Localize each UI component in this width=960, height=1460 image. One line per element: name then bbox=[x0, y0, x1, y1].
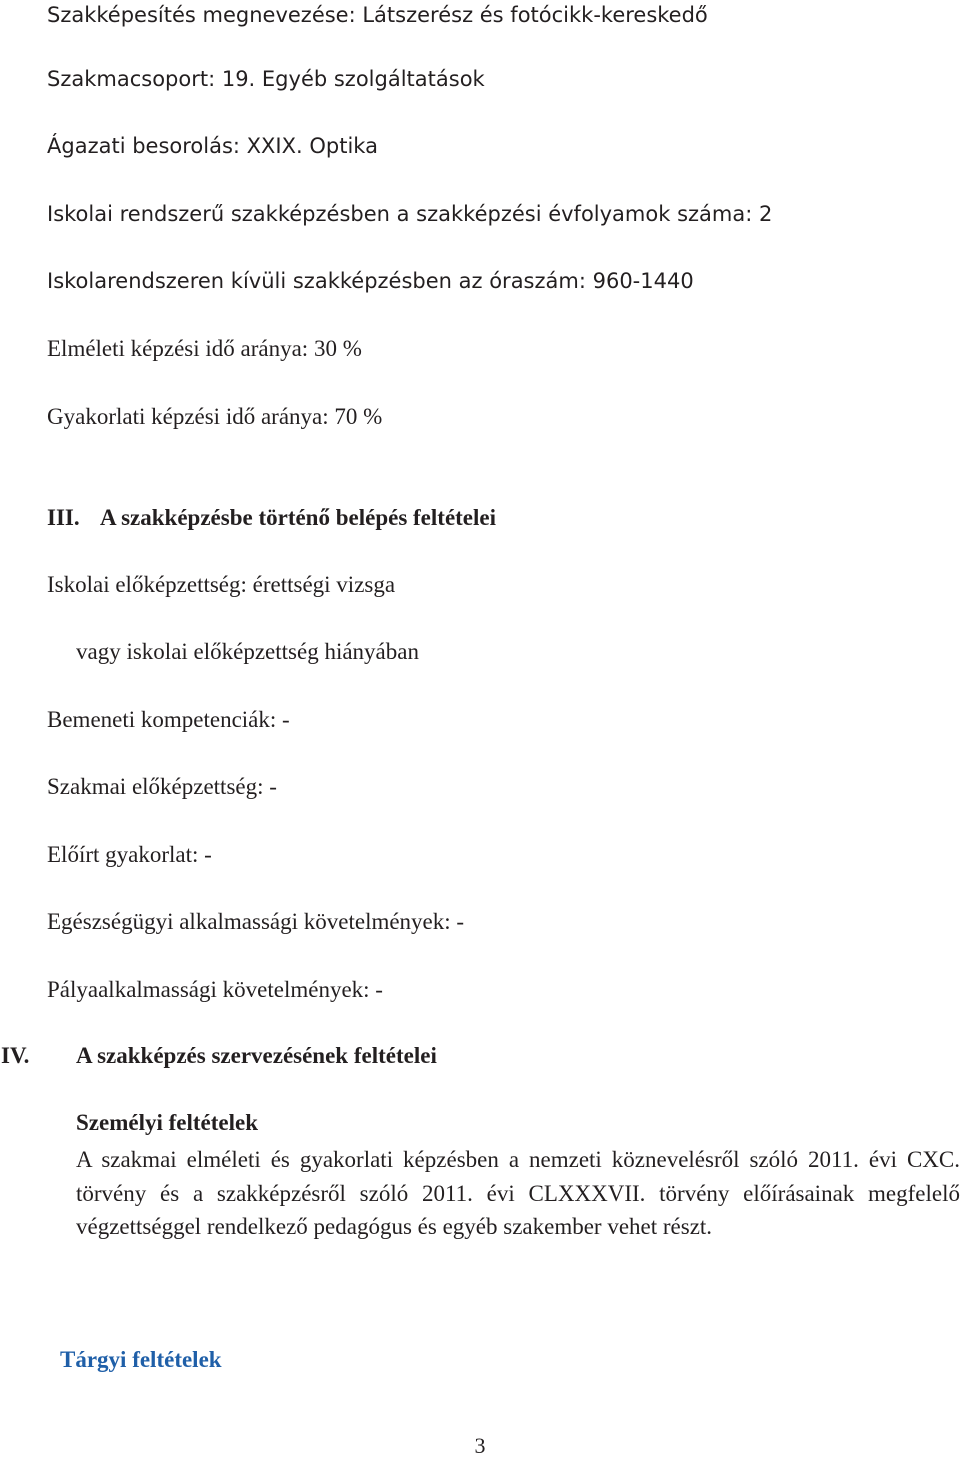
personal-conditions-text: A szakmai elméleti és gyakorlati képzésben a nemzeti köznevelésről szóló 2011. évi CXC. törvény és a szakképzésről szóló 2011. évi CLXXXVII. törvény előírásainak megfelelő végzettséggel rendelkező pedagógus és egyéb szakember vehet részt. bbox=[76, 1147, 960, 1240]
requirement-item: Pályaalkalmassági követelmények: - bbox=[47, 977, 383, 1002]
requirement-item: vagy iskolai előképzettség hiányában bbox=[76, 639, 419, 664]
requirement-item: Iskolai előképzettség: érettségi vizsga bbox=[47, 572, 396, 597]
section-3-number: III. bbox=[47, 505, 80, 530]
theory-ratio: Elméleti képzési idő aránya: 30 % bbox=[47, 336, 362, 361]
page-number: 3 bbox=[474, 1433, 486, 1458]
requirement-item: Bemeneti kompetenciák: - bbox=[47, 707, 290, 732]
section-4-title: A szakképzés szervezésének feltételei bbox=[76, 1043, 437, 1068]
requirement-item: Előírt gyakorlat: - bbox=[47, 842, 212, 867]
qualification-name: Szakképesítés megnevezése: Látszerész és fotócikk-kereskedő bbox=[47, 3, 708, 27]
qualification-hours: Iskolarendszeren kívüli szakképzésben az óraszám: 960-1440 bbox=[47, 269, 694, 293]
section-3-title: A szakképzésbe történő belépés feltételei bbox=[100, 505, 497, 530]
qualification-sector: Ágazati besorolás: XXIX. Optika bbox=[47, 134, 378, 158]
personal-conditions-heading: Személyi feltételek bbox=[76, 1110, 258, 1135]
material-conditions-heading: Tárgyi feltételek bbox=[60, 1347, 222, 1372]
qualification-group: Szakmacsoport: 19. Egyéb szolgáltatások bbox=[47, 67, 485, 91]
practice-ratio: Gyakorlati képzési idő aránya: 70 % bbox=[47, 404, 383, 429]
requirement-item: Szakmai előképzettség: - bbox=[47, 774, 277, 799]
section-4-number: IV. bbox=[1, 1043, 30, 1068]
requirement-item: Egészségügyi alkalmassági követelmények: - bbox=[47, 909, 465, 934]
qualification-years: Iskolai rendszerű szakképzésben a szakképzési évfolyamok száma: 2 bbox=[47, 202, 773, 226]
